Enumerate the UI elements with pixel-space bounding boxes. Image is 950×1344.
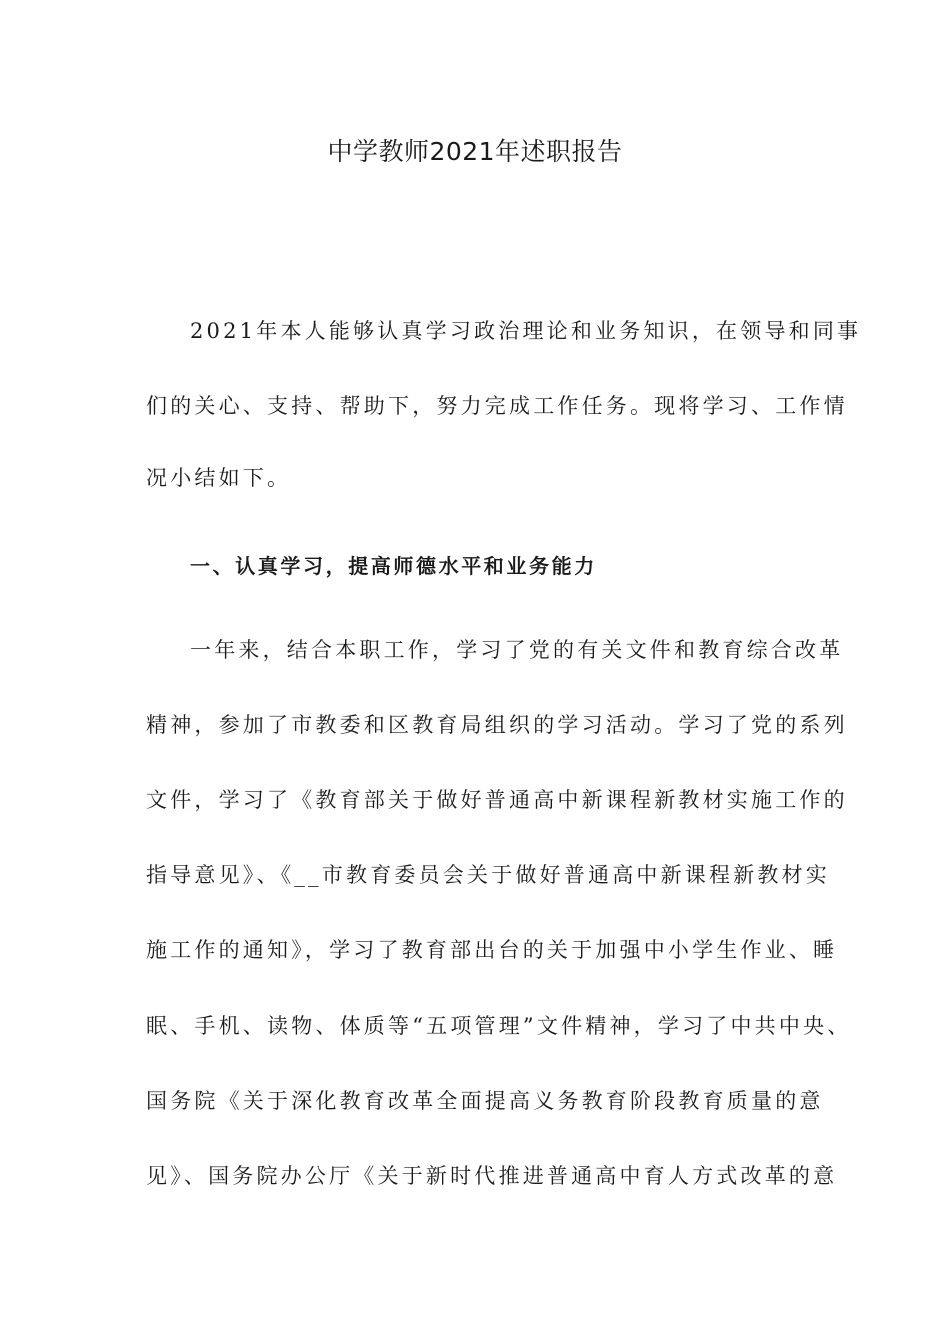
body-line-5: 施工作的通知》，学习了教育部出台的关于加强中小学生作业、睡 xyxy=(146,938,838,962)
body-line-7: 国务院《关于深化教育改革全面提高义务教育阶段教育质量的意 xyxy=(146,1089,824,1113)
body-line-4: 指导意见》、《__市教育委员会关于做好普通高中新课程新教材实 xyxy=(146,863,830,887)
section-heading: 一、认真学习，提高师德水平和业务能力 xyxy=(190,554,597,578)
intro-line-3: 况小结如下。 xyxy=(146,466,292,490)
body-line-2: 精神，参加了市教委和区教育局组织的学习活动。学习了党的系列 xyxy=(146,713,848,737)
body-line-8: 见》、国务院办公厅《关于新时代推进普通高中育人方式改革的意 xyxy=(146,1164,838,1188)
document-title: 中学教师2021年述职报告 xyxy=(327,137,623,166)
intro-line-1: 2021年本人能够认真学习政治理论和业务知识，在领导和同事 xyxy=(190,319,862,343)
intro-line-2: 们的关心、支持、帮助下，努力完成工作任务。现将学习、工作情 xyxy=(146,394,848,418)
body-line-1: 一年来，结合本职工作，学习了党的有关文件和教育综合改革 xyxy=(190,638,844,662)
body-line-3: 文件，学习了《教育部关于做好普通高中新课程新教材实施工作的 xyxy=(146,788,848,812)
body-line-6: 眠、手机、读物、体质等“五项管理”文件精神，学习了中共中央、 xyxy=(146,1014,852,1038)
